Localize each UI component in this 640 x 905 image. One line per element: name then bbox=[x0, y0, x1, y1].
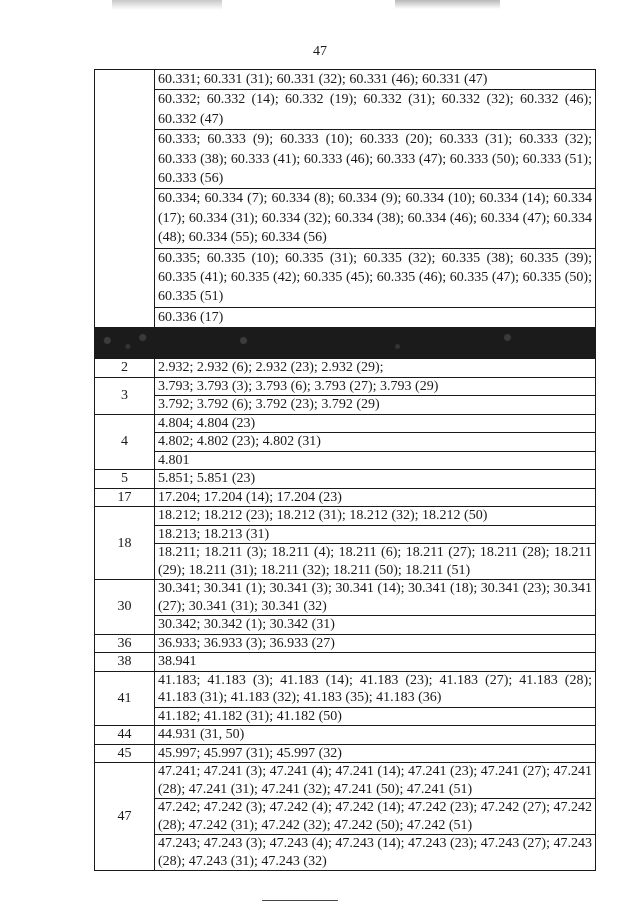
code-cell: 60.332; 60.332 (14); 60.332 (19); 60.332 (31); 60.332 (32); 60.332 (46); 60.332 (47) bbox=[155, 90, 596, 130]
code-cell: 36.933; 36.933 (3); 36.933 (27) bbox=[155, 634, 596, 653]
table-row bbox=[95, 616, 596, 635]
code-cell: 5.851; 5.851 (23) bbox=[155, 470, 596, 489]
code-cell: 30.342; 30.342 (1); 30.342 (31) bbox=[155, 616, 596, 635]
group-number-cell: 18 bbox=[95, 507, 155, 580]
code-cell: 41.183; 41.183 (3); 41.183 (14); 41.183 (23); 41.183 (27); 41.183 (28); 41.183 (31); 41.183 (32); 41.183 (35); 41.183 (36) bbox=[155, 671, 596, 707]
code-cell: 47.243; 47.243 (3); 47.243 (4); 47.243 (14); 47.243 (23); 47.243 (27); 47.243 (28); 47.243 (31); 47.243 (32) bbox=[155, 835, 596, 871]
code-cell: 45.997; 45.997 (31); 45.997 (32) bbox=[155, 744, 596, 763]
table-row bbox=[95, 359, 596, 378]
code-cell: 4.802; 4.802 (23); 4.802 (31) bbox=[155, 433, 596, 452]
table-row bbox=[95, 763, 596, 799]
redacted-cell bbox=[155, 328, 596, 359]
continuation-number-cell bbox=[95, 70, 155, 328]
table-row bbox=[95, 726, 596, 745]
code-cell: 60.336 (17) bbox=[155, 307, 596, 327]
table-row bbox=[95, 70, 596, 90]
code-cell: 4.804; 4.804 (23) bbox=[155, 414, 596, 433]
code-cell: 38.941 bbox=[155, 653, 596, 672]
redacted-cell bbox=[95, 328, 155, 359]
group-number-cell: 45 bbox=[95, 744, 155, 763]
code-cell: 18.212; 18.212 (23); 18.212 (31); 18.212 (32); 18.212 (50) bbox=[155, 507, 596, 526]
table-row bbox=[95, 507, 596, 526]
table-row bbox=[95, 634, 596, 653]
table-row bbox=[95, 470, 596, 489]
table-row bbox=[95, 451, 596, 470]
code-cell: 18.211; 18.211 (3); 18.211 (4); 18.211 (6); 18.211 (27); 18.211 (28); 18.211 (29); 18.211 (31); 18.211 (32); 18.211 (50); 18.211 (51) bbox=[155, 544, 596, 580]
group-number-cell: 36 bbox=[95, 634, 155, 653]
group-number-cell: 2 bbox=[95, 359, 155, 378]
group-number-cell: 30 bbox=[95, 580, 155, 635]
group-number-cell: 17 bbox=[95, 488, 155, 507]
code-cell: 17.204; 17.204 (14); 17.204 (23) bbox=[155, 488, 596, 507]
group-number-cell: 5 bbox=[95, 470, 155, 489]
code-cell: 2.932; 2.932 (6); 2.932 (23); 2.932 (29); bbox=[155, 359, 596, 378]
table-row bbox=[95, 744, 596, 763]
group-number-cell: 3 bbox=[95, 377, 155, 414]
code-cell: 47.241; 47.241 (3); 47.241 (4); 47.241 (14); 47.241 (23); 47.241 (27); 47.241 (28); 47.241 (31); 47.241 (32); 47.241 (50); 47.241 (51) bbox=[155, 763, 596, 799]
table-row bbox=[95, 414, 596, 433]
scan-artifact-top-right bbox=[395, 0, 500, 9]
table-row bbox=[95, 488, 596, 507]
code-cell: 41.182; 41.182 (31); 41.182 (50) bbox=[155, 707, 596, 726]
footer-rule bbox=[262, 900, 338, 901]
table-row bbox=[95, 396, 596, 415]
table-row bbox=[95, 130, 596, 189]
redacted-section bbox=[95, 328, 596, 359]
code-cell: 3.793; 3.793 (3); 3.793 (6); 3.793 (27); 3.793 (29) bbox=[155, 377, 596, 396]
page-number: 47 bbox=[313, 44, 327, 59]
table-row bbox=[95, 189, 596, 248]
scan-artifact-top-left bbox=[112, 0, 222, 10]
code-cell: 18.213; 18.213 (31) bbox=[155, 525, 596, 544]
table-row bbox=[95, 580, 596, 616]
code-cell: 60.333; 60.333 (9); 60.333 (10); 60.333 (20); 60.333 (31); 60.333 (32); 60.333 (38); 60.333 (41); 60.333 (46); 60.333 (47); 60.333 (50); 60.333 (51); 60.333 (56) bbox=[155, 130, 596, 189]
groups-section bbox=[95, 359, 596, 871]
code-cell: 3.792; 3.792 (6); 3.792 (23); 3.792 (29) bbox=[155, 396, 596, 415]
table-row bbox=[95, 307, 596, 327]
code-cell: 60.334; 60.334 (7); 60.334 (8); 60.334 (9); 60.334 (10); 60.334 (14); 60.334 (17); 60.334 (31); 60.334 (32); 60.334 (38); 60.334 (46); 60.334 (47); 60.334 (48); 60.334 (55); 60.334 (56) bbox=[155, 189, 596, 248]
table-row bbox=[95, 671, 596, 707]
group-number-cell: 41 bbox=[95, 671, 155, 726]
table-row bbox=[95, 525, 596, 544]
group-number-cell: 4 bbox=[95, 414, 155, 470]
group-number-cell: 44 bbox=[95, 726, 155, 745]
group-number-cell: 38 bbox=[95, 653, 155, 672]
table-row bbox=[95, 248, 596, 307]
table-row bbox=[95, 377, 596, 396]
code-cell: 44.931 (31, 50) bbox=[155, 726, 596, 745]
code-cell: 47.242; 47.242 (3); 47.242 (4); 47.242 (14); 47.242 (23); 47.242 (27); 47.242 (28); 47.242 (31); 47.242 (32); 47.242 (50); 47.242 (51) bbox=[155, 799, 596, 835]
codes-table bbox=[94, 69, 596, 871]
code-cell: 60.335; 60.335 (10); 60.335 (31); 60.335 (32); 60.335 (38); 60.335 (39); 60.335 (41); 60.335 (42); 60.335 (45); 60.335 (46); 60.335 (47); 60.335 (50); 60.335 (51) bbox=[155, 248, 596, 307]
table-row bbox=[95, 544, 596, 580]
code-cell: 60.331; 60.331 (31); 60.331 (32); 60.331 (46); 60.331 (47) bbox=[155, 70, 596, 90]
continuation-section bbox=[95, 70, 596, 328]
code-cell: 4.801 bbox=[155, 451, 596, 470]
table-row bbox=[95, 835, 596, 871]
code-cell: 30.341; 30.341 (1); 30.341 (3); 30.341 (14); 30.341 (18); 30.341 (23); 30.341 (27); 30.341 (31); 30.341 (32) bbox=[155, 580, 596, 616]
table-row bbox=[95, 90, 596, 130]
redacted-header-row bbox=[95, 328, 596, 359]
table-row bbox=[95, 433, 596, 452]
table-row bbox=[95, 653, 596, 672]
table-row bbox=[95, 707, 596, 726]
table-row bbox=[95, 799, 596, 835]
group-number-cell: 47 bbox=[95, 763, 155, 871]
